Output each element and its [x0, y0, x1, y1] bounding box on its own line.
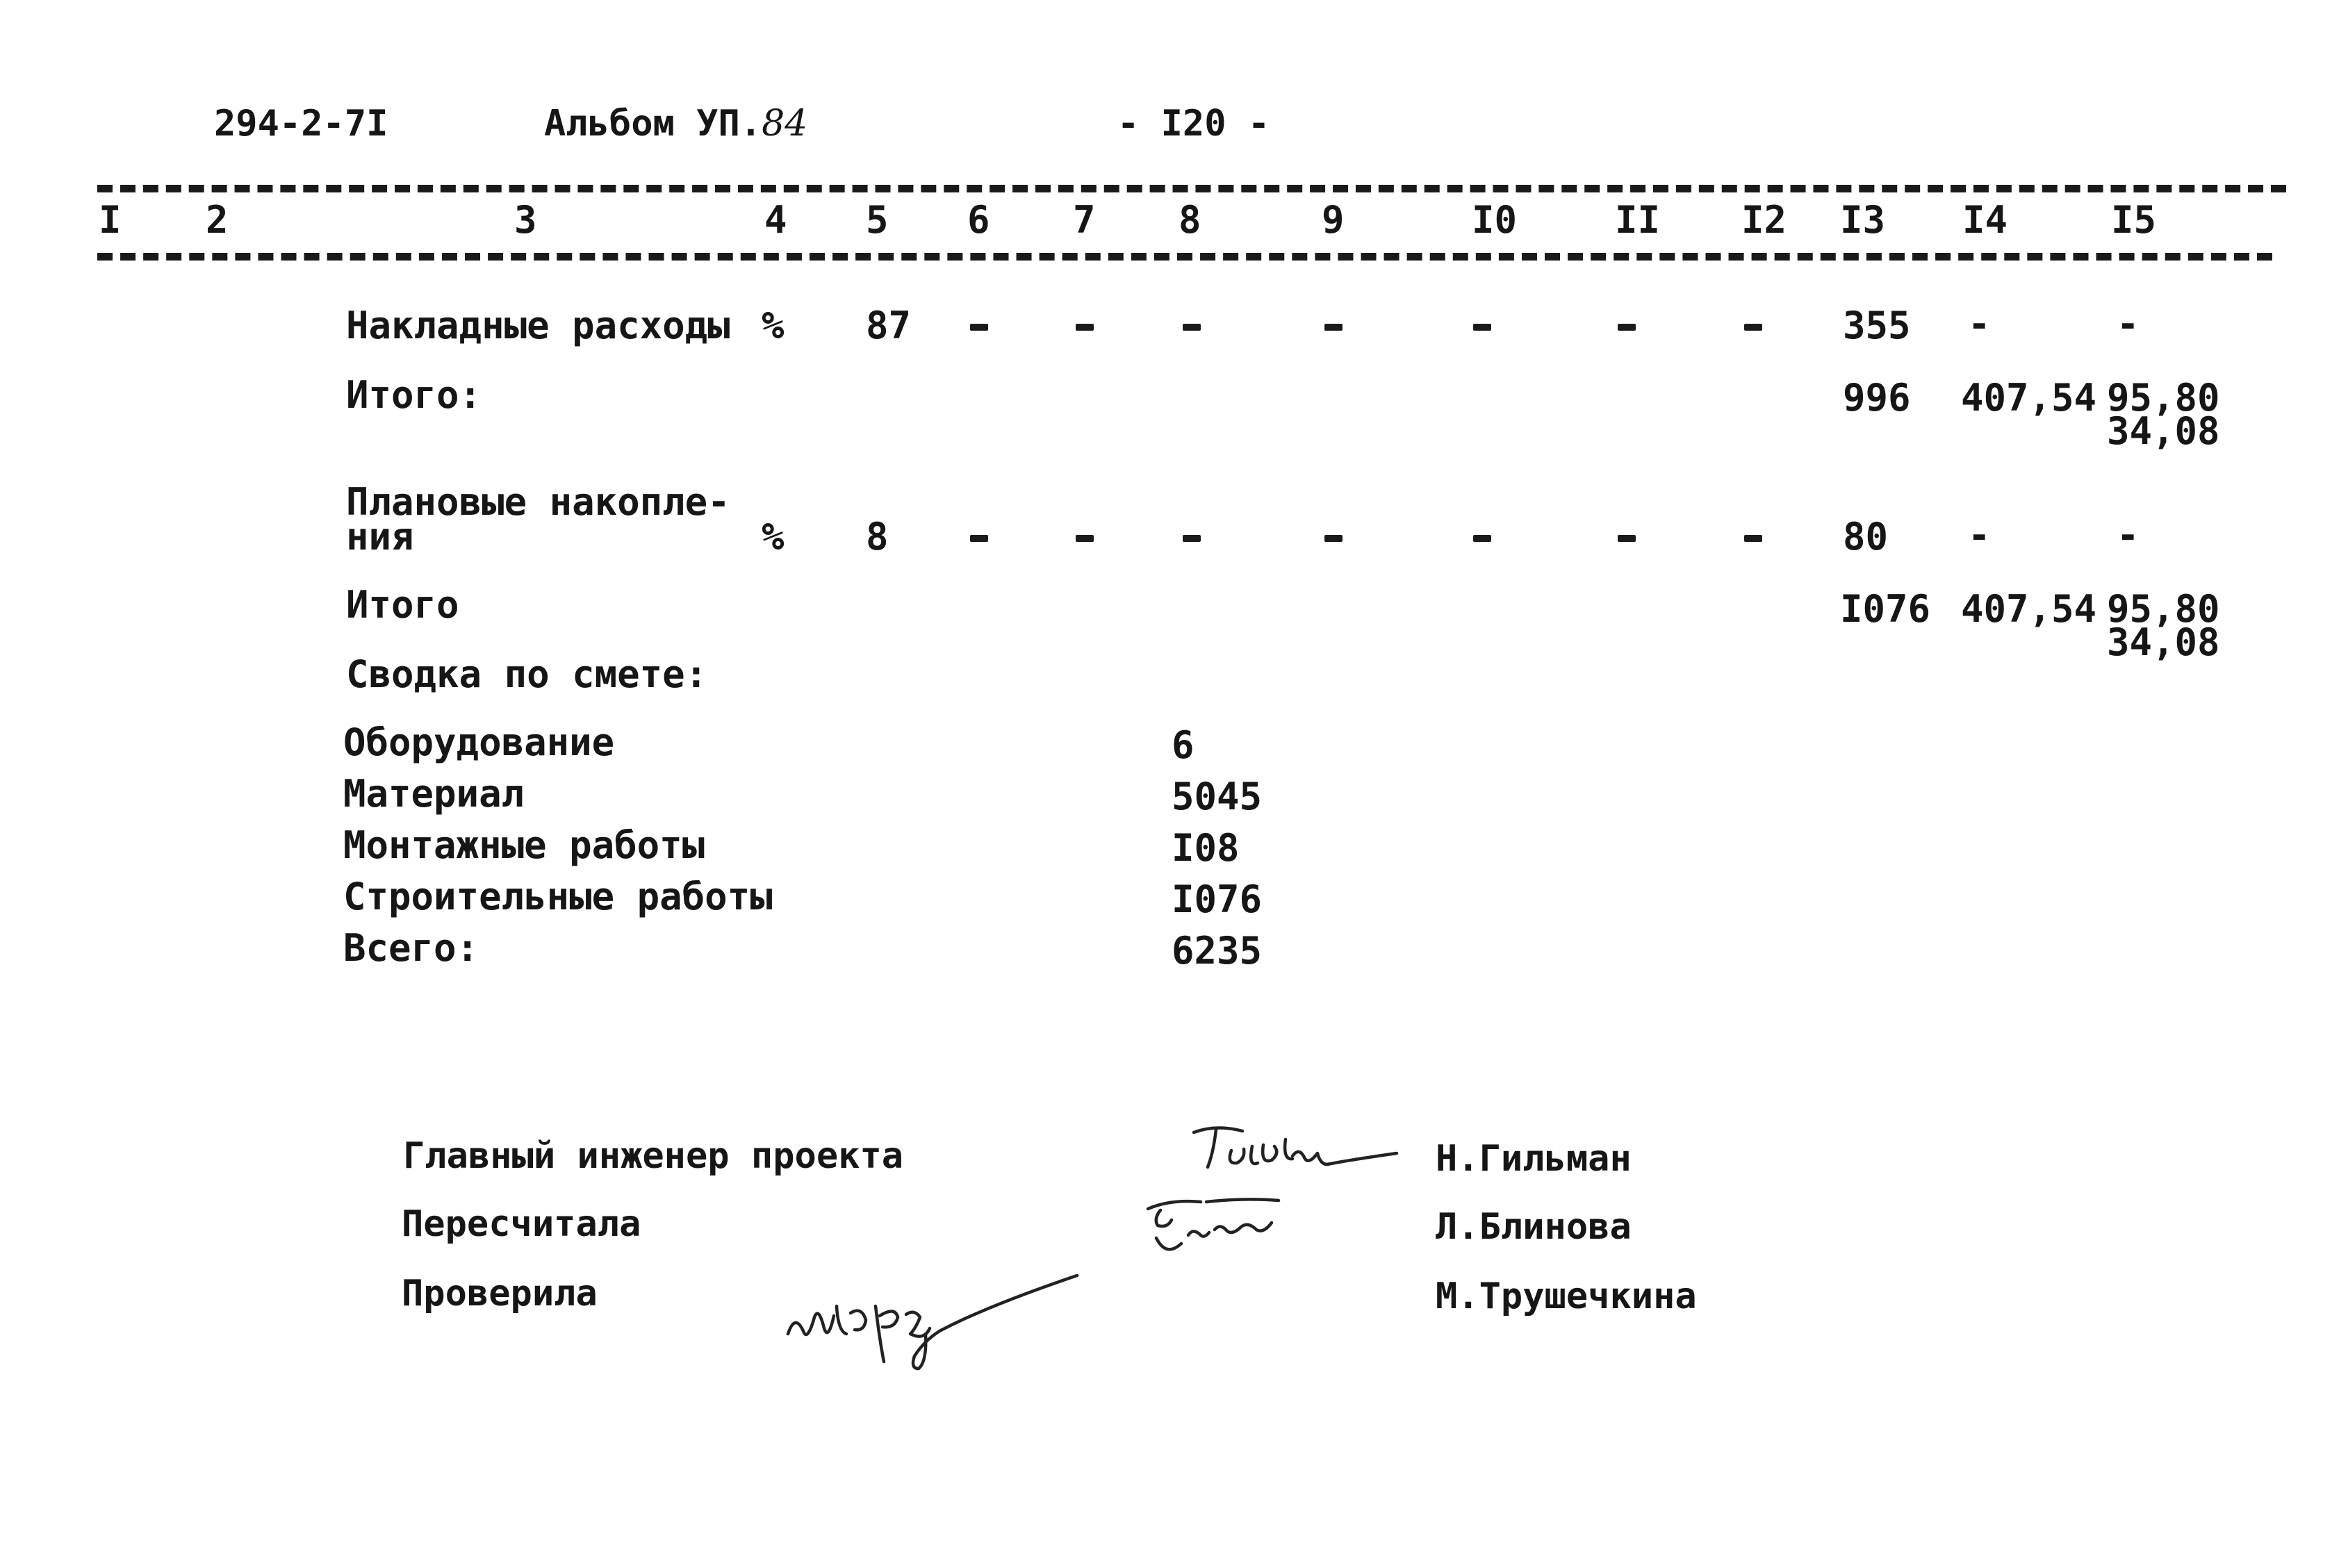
- page-number: - I20 -: [1117, 103, 1270, 145]
- column-header: 3: [514, 198, 537, 242]
- summary-item-label: Всего:: [343, 926, 479, 970]
- document-code: 294-2-7I: [214, 103, 388, 145]
- empty-cell-dash: [1618, 535, 1636, 542]
- summary-item-value: 6235: [1172, 929, 1263, 973]
- row-col14: -: [1968, 513, 1991, 557]
- column-header: 8: [1179, 198, 1201, 242]
- empty-cell-dash: [970, 324, 988, 331]
- column-header: I3: [1840, 198, 1886, 242]
- album-label-text: Альбом УП.: [544, 103, 762, 145]
- row-label-line2: ния: [346, 515, 414, 559]
- summary-item-label: Материал: [343, 772, 525, 816]
- row-col15: -: [2117, 513, 2140, 557]
- row-col13: 355: [1843, 304, 1911, 347]
- empty-cell-dash: [1744, 324, 1762, 331]
- signature-name: М.Трушечкина: [1436, 1276, 1697, 1317]
- row-unit: %: [762, 515, 785, 559]
- row-rate: 8: [866, 515, 889, 559]
- row-label: Итого:: [346, 373, 482, 417]
- summary-title: Сводка по смете:: [346, 652, 708, 696]
- album-number-handwritten: 84: [762, 103, 808, 145]
- empty-cell-dash: [1324, 324, 1343, 331]
- row-label: Накладные расходы: [346, 304, 730, 347]
- summary-item-label: Монтажные работы: [343, 823, 705, 867]
- summary-item-value: 6: [1172, 723, 1194, 767]
- row-col14: 407,54: [1961, 376, 2097, 420]
- row-col15: -: [2117, 302, 2140, 346]
- column-header: I2: [1741, 198, 1787, 242]
- empty-cell-dash: [1744, 535, 1762, 542]
- row-label-line1: Плановые накопле-: [346, 480, 730, 524]
- column-header: I4: [1962, 198, 2008, 242]
- row-rate: 87: [866, 304, 912, 347]
- column-header: 9: [1322, 198, 1345, 242]
- empty-cell-dash: [1183, 324, 1201, 331]
- empty-cell-dash: [1324, 535, 1343, 542]
- column-header: 2: [206, 198, 229, 242]
- column-header: 4: [764, 198, 787, 242]
- album-label: [544, 103, 808, 145]
- summary-item-label: Строительные работы: [343, 875, 773, 918]
- row-col15-bottom: 34,08: [2107, 409, 2220, 453]
- summary-item-value: I08: [1172, 826, 1240, 870]
- empty-cell-dash: [1473, 324, 1491, 331]
- signature-name: Н.Гильман: [1436, 1138, 1632, 1180]
- row-label: Итого: [346, 583, 459, 627]
- summary-item-label: Оборудование: [343, 720, 615, 764]
- row-col15-top: 95,80: [2107, 587, 2220, 631]
- empty-cell-dash: [1076, 324, 1094, 331]
- empty-cell-dash: [1076, 535, 1094, 542]
- summary-item-value: I076: [1172, 877, 1263, 921]
- empty-cell-dash: [1473, 535, 1491, 542]
- table-bottom-rule: [97, 253, 2272, 261]
- column-header: I0: [1472, 198, 1518, 242]
- column-header: 6: [967, 198, 990, 242]
- column-header: 7: [1073, 198, 1096, 242]
- row-col15-top: 95,80: [2107, 376, 2220, 420]
- signature-role: Главный инженер проекта: [403, 1135, 904, 1177]
- row-col13: 996: [1843, 376, 1911, 420]
- row-col14: -: [1968, 302, 1991, 346]
- row-col14: 407,54: [1961, 587, 2097, 631]
- column-header: I: [99, 198, 122, 242]
- column-header: I5: [2111, 198, 2157, 242]
- signature-role: Проверила: [402, 1273, 598, 1314]
- handwritten-signature: [778, 1264, 1167, 1424]
- empty-cell-dash: [1618, 324, 1636, 331]
- signature-name: Л.Блинова: [1436, 1206, 1632, 1248]
- table-top-rule: [97, 185, 2286, 192]
- column-header: II: [1615, 198, 1661, 242]
- row-unit: %: [762, 304, 785, 347]
- row-col15-bottom: 34,08: [2107, 620, 2220, 664]
- column-header: 5: [866, 198, 889, 242]
- handwritten-signature: [1140, 1195, 1348, 1271]
- row-col13: 80: [1843, 515, 1889, 559]
- empty-cell-dash: [970, 535, 988, 542]
- empty-cell-dash: [1183, 535, 1201, 542]
- signature-role: Пересчитала: [402, 1203, 641, 1245]
- row-col13: I076: [1840, 587, 1931, 631]
- summary-item-value: 5045: [1172, 775, 1263, 818]
